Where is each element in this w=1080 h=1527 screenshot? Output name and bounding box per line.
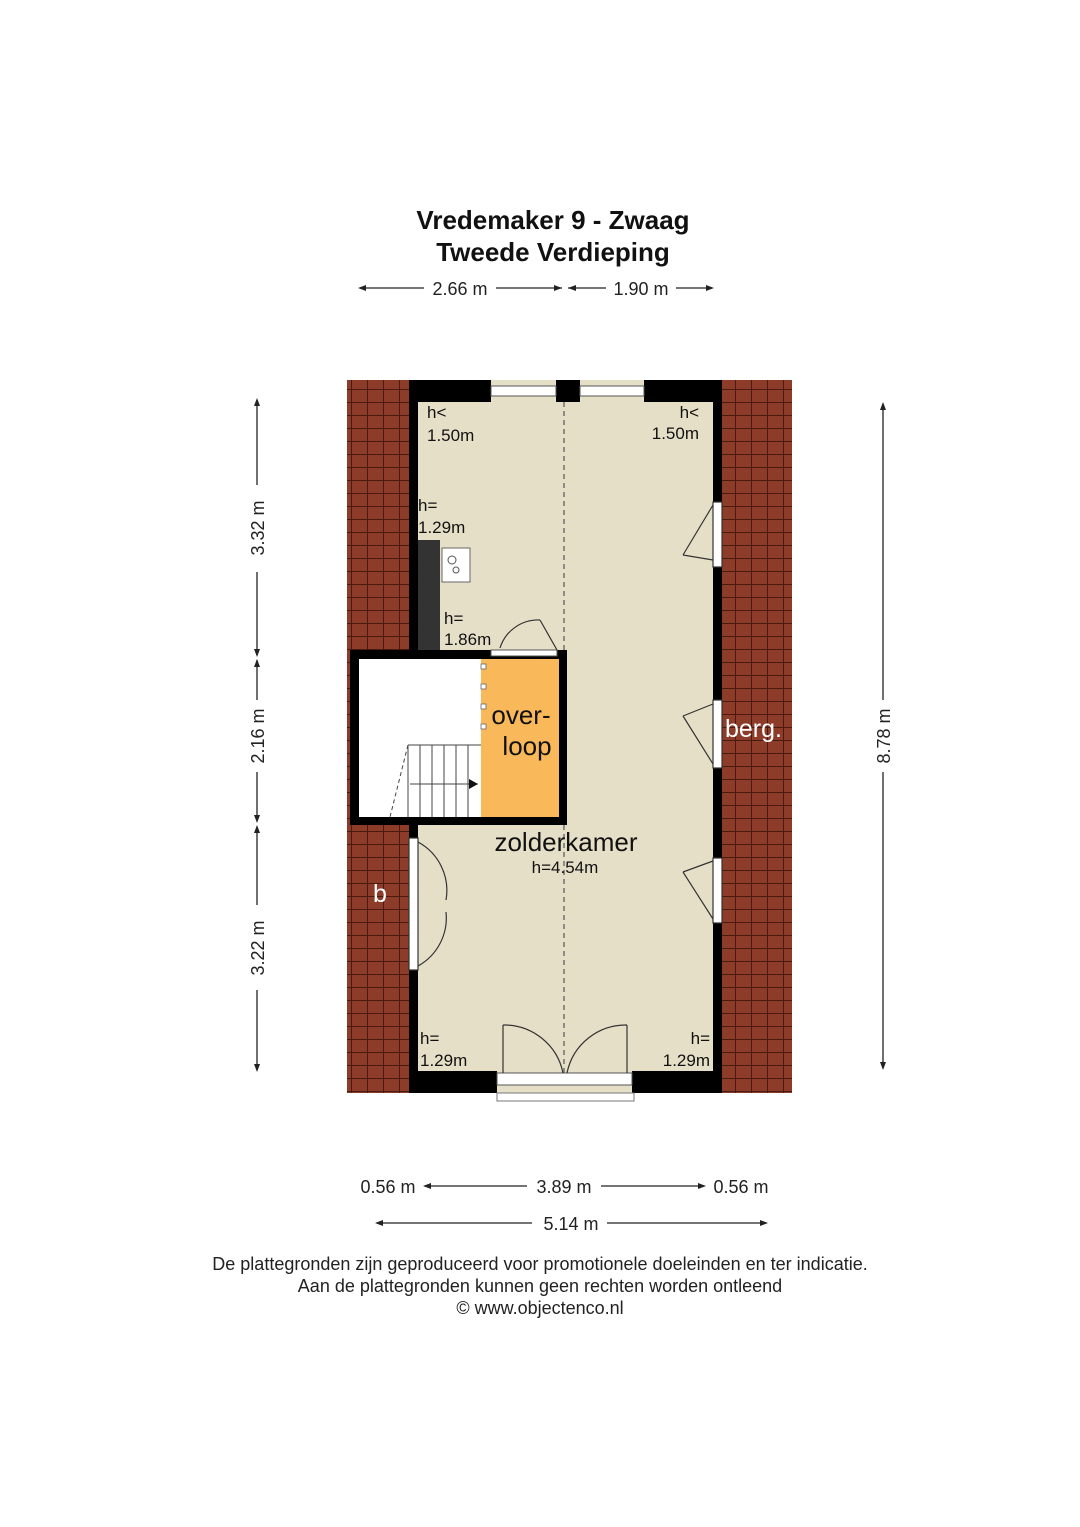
dim-left-upper: 3.32 m [248,500,268,556]
height-left-mid-line1: h= [418,496,438,515]
boiler-icon [442,548,470,582]
room-label-attic-height: h=4.54m [531,858,599,877]
height-top-right-line1: h< [679,403,699,422]
height-stair-top-line1: h= [444,609,464,628]
height-top-right-line2: 1.50m [651,424,699,443]
chimney-shaft [418,540,440,650]
height-bottom-right-line2: 1.29m [662,1051,710,1070]
dim-bottom-center: 3.89 m [536,1177,592,1197]
height-bottom-left-line1: h= [420,1029,440,1048]
footer-disclaimer: De plattegronden zijn geproduceerd voor promotionele doeleinden en ter indicatie. [212,1254,868,1274]
height-bottom-right-line1: h= [690,1029,710,1048]
dim-bottom-total: 5.14 m [543,1214,599,1234]
room-label-landing-line2: loop [502,731,552,761]
dim-top-left: 2.66 m [432,279,488,299]
height-top-left-line1: h< [427,403,447,422]
height-left-mid-line2: 1.29m [418,518,466,537]
plan-title-line1: Vredemaker 9 - Zwaag [416,205,690,235]
room-label-storage-right: berg. [725,715,782,743]
footer-copyright: © www.objectenco.nl [456,1298,624,1318]
dim-right-total: 8.78 m [874,708,894,764]
dim-bottom-left: 0.56 m [360,1177,416,1197]
dim-left-lower: 3.22 m [248,920,268,976]
footer-rights: Aan de plattegronden kunnen geen rechten worden ontleend [297,1276,783,1296]
room-label-attic: zolderkamer [494,827,638,857]
room-label-landing-line1: over- [491,700,551,730]
height-top-left-line2: 1.50m [427,426,475,445]
dim-left-middle: 2.16 m [248,708,268,764]
height-bottom-left-line2: 1.29m [420,1051,468,1070]
room-label-storage-left: b [373,880,387,908]
dim-top-right: 1.90 m [613,279,669,299]
dim-bottom-right: 0.56 m [713,1177,769,1197]
plan-title-line2: Tweede Verdieping [436,237,670,267]
height-stair-top-line2: 1.86m [444,630,492,649]
